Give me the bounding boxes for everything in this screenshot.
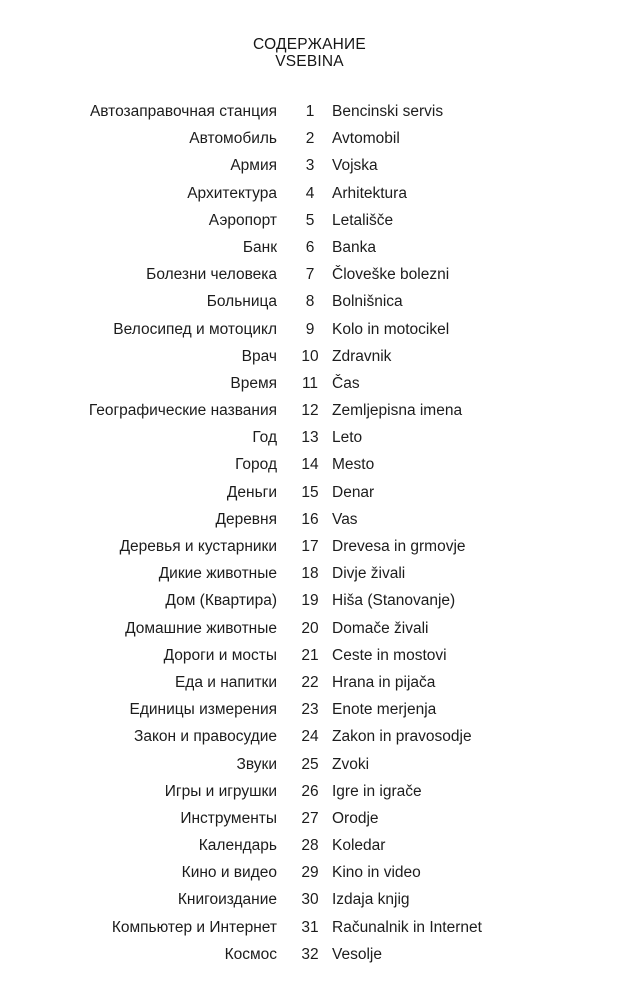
slovenian-topic: Čas — [332, 374, 360, 392]
toc-row[interactable] — [0, 506, 619, 533]
slovenian-topic: Kino in video — [332, 864, 421, 882]
slovenian-topic: Bolnišnica — [332, 293, 403, 311]
topic-number: 15 — [301, 483, 319, 501]
toc-row[interactable] — [0, 832, 619, 859]
toc-row[interactable] — [0, 288, 619, 315]
toc-row[interactable] — [0, 370, 619, 397]
topic-number: 2 — [305, 130, 315, 148]
slovenian-topic: Ceste in mostovi — [332, 646, 447, 664]
topic-number: 8 — [305, 293, 315, 311]
russian-topic: Автозаправочная станция — [89, 103, 277, 120]
slovenian-topic: Igre in igrače — [332, 782, 422, 800]
russian-topic: Армия — [230, 157, 277, 175]
slovenian-topic: Zdravnik — [332, 347, 392, 365]
slovenian-topic: Računalnik in Internet — [332, 918, 482, 936]
russian-topic: Закон и правосудие — [133, 728, 277, 746]
topic-number: 6 — [305, 238, 315, 256]
topic-number: 19 — [301, 592, 319, 610]
russian-topic: Компьютер и Интернет — [111, 918, 277, 936]
russian-topic: Игры и игрушки — [164, 782, 277, 800]
slovenian-topic: Hiša (Stanovanje) — [332, 592, 456, 610]
topic-number: 18 — [301, 565, 319, 583]
slovenian-topic: Zemljepisna imena — [332, 402, 463, 420]
toc-row[interactable] — [0, 343, 619, 370]
toc-row[interactable] — [0, 424, 619, 451]
toc-row[interactable] — [0, 914, 619, 941]
russian-topic: Деревня — [215, 510, 277, 528]
toc-row[interactable] — [0, 642, 619, 669]
topic-number: 21 — [301, 646, 319, 664]
topic-number: 32 — [301, 945, 319, 963]
topic-number: 27 — [301, 809, 319, 827]
russian-topic: Домашние животные — [125, 619, 277, 637]
topic-number: 12 — [301, 402, 319, 420]
slovenian-topic: Mesto — [332, 456, 375, 474]
toc-row[interactable] — [0, 696, 619, 723]
topic-number: 26 — [301, 782, 319, 800]
toc-row[interactable] — [0, 751, 619, 778]
russian-topic: Время — [230, 374, 277, 392]
toc-row[interactable] — [0, 261, 619, 288]
slovenian-topic: Hrana in pijača — [332, 673, 436, 691]
topic-number: 20 — [301, 619, 319, 637]
slovenian-topic: Banka — [332, 238, 376, 256]
slovenian-topic: Denar — [332, 483, 375, 501]
topic-number: 17 — [301, 538, 319, 555]
russian-topic: Болезни человека — [146, 266, 277, 284]
topic-number: 7 — [305, 266, 315, 284]
russian-topic: Архитектура — [187, 184, 277, 202]
slovenian-topic: Kolo in motocikel — [332, 320, 450, 338]
topic-number: 4 — [305, 184, 315, 202]
russian-topic: Инструменты — [180, 809, 277, 827]
toc-row[interactable] — [0, 941, 619, 968]
toc-row[interactable] — [0, 615, 619, 642]
topic-number: 11 — [301, 374, 319, 392]
slovenian-topic: Vojska — [332, 157, 378, 175]
russian-topic: Звуки — [236, 755, 277, 773]
russian-topic: Город — [235, 456, 277, 474]
russian-topic: Дом (Квартира) — [165, 592, 277, 610]
slovenian-topic: Letališče — [332, 211, 394, 229]
table-of-contents — [0, 98, 619, 968]
toc-row[interactable] — [0, 859, 619, 886]
topic-number: 30 — [301, 891, 319, 909]
toc-row[interactable] — [0, 886, 619, 913]
toc-row[interactable] — [0, 669, 619, 696]
toc-row[interactable] — [0, 533, 619, 560]
slovenian-topic: Človeške bolezni — [332, 266, 450, 284]
toc-row[interactable] — [0, 316, 619, 343]
topic-number: 3 — [305, 157, 315, 175]
russian-topic: Кино и видео — [181, 864, 277, 882]
topic-number: 29 — [301, 864, 319, 882]
russian-topic: Больница — [206, 293, 277, 311]
toc-row[interactable] — [0, 180, 619, 207]
slovenian-topic: Orodje — [332, 809, 379, 827]
russian-topic: Деньги — [226, 483, 277, 501]
slovenian-topic: Domače živali — [332, 619, 429, 637]
toc-row[interactable] — [0, 805, 619, 832]
topic-number: 25 — [301, 755, 319, 773]
toc-row[interactable] — [0, 152, 619, 179]
topic-number: 23 — [301, 701, 319, 719]
toc-row[interactable] — [0, 723, 619, 750]
russian-topic: Автомобиль — [189, 130, 277, 148]
slovenian-topic: Arhitektura — [332, 184, 407, 202]
russian-topic: Деревья и кустарники — [119, 538, 277, 555]
toc-row[interactable] — [0, 207, 619, 234]
russian-topic: Аэропорт — [208, 211, 277, 229]
topic-number: 16 — [301, 510, 319, 528]
topic-number: 5 — [305, 211, 315, 229]
slovenian-topic: Zakon in pravosodje — [332, 728, 472, 746]
topic-number: 31 — [301, 918, 319, 936]
slovenian-topic: Avtomobil — [332, 130, 400, 148]
slovenian-topic: Vesolje — [332, 945, 382, 963]
toc-row[interactable] — [0, 234, 619, 261]
slovenian-topic: Leto — [332, 429, 363, 447]
russian-topic: Велосипед и мотоцикл — [113, 320, 277, 338]
topic-number: 24 — [301, 728, 319, 746]
russian-topic: Еда и напитки — [174, 673, 277, 691]
topic-number: 9 — [305, 320, 315, 338]
toc-row[interactable] — [0, 125, 619, 152]
slovenian-topic: Bencinski servis — [332, 103, 444, 120]
toc-row[interactable] — [0, 778, 619, 805]
topic-number: 22 — [301, 673, 319, 691]
slovenian-topic: Drevesa in grmovje — [332, 538, 466, 555]
russian-topic: Врач — [241, 347, 277, 365]
toc-row[interactable] — [0, 560, 619, 587]
russian-topic: Космос — [224, 945, 277, 963]
russian-topic: Единицы измерения — [129, 701, 277, 719]
topic-number: 28 — [301, 837, 319, 855]
page-title-russian: СОДЕРЖАНИЕ — [253, 36, 366, 53]
slovenian-topic: Izdaja knjig — [332, 891, 410, 909]
russian-topic: Год — [252, 429, 277, 447]
topic-number: 1 — [305, 103, 315, 120]
toc-row[interactable] — [0, 397, 619, 424]
russian-topic: Дикие животные — [158, 565, 277, 583]
russian-topic: Дороги и мосты — [163, 646, 277, 664]
slovenian-topic: Enote merjenja — [332, 701, 437, 719]
toc-row[interactable] — [0, 451, 619, 478]
toc-row[interactable] — [0, 479, 619, 506]
toc-row[interactable] — [0, 98, 619, 125]
toc-row[interactable] — [0, 587, 619, 614]
russian-topic: Банк — [242, 238, 277, 256]
slovenian-topic: Divje živali — [332, 565, 406, 583]
topic-number: 13 — [301, 429, 319, 447]
page-title-slovenian: VSEBINA — [275, 53, 344, 70]
russian-topic: Книгоиздание — [177, 891, 277, 909]
topic-number: 10 — [301, 347, 319, 365]
slovenian-topic: Koledar — [332, 837, 386, 855]
slovenian-topic: Zvoki — [332, 755, 370, 773]
slovenian-topic: Vas — [332, 510, 358, 528]
russian-topic: Календарь — [198, 837, 277, 855]
topic-number: 14 — [301, 456, 319, 474]
russian-topic: Географические названия — [88, 402, 277, 420]
